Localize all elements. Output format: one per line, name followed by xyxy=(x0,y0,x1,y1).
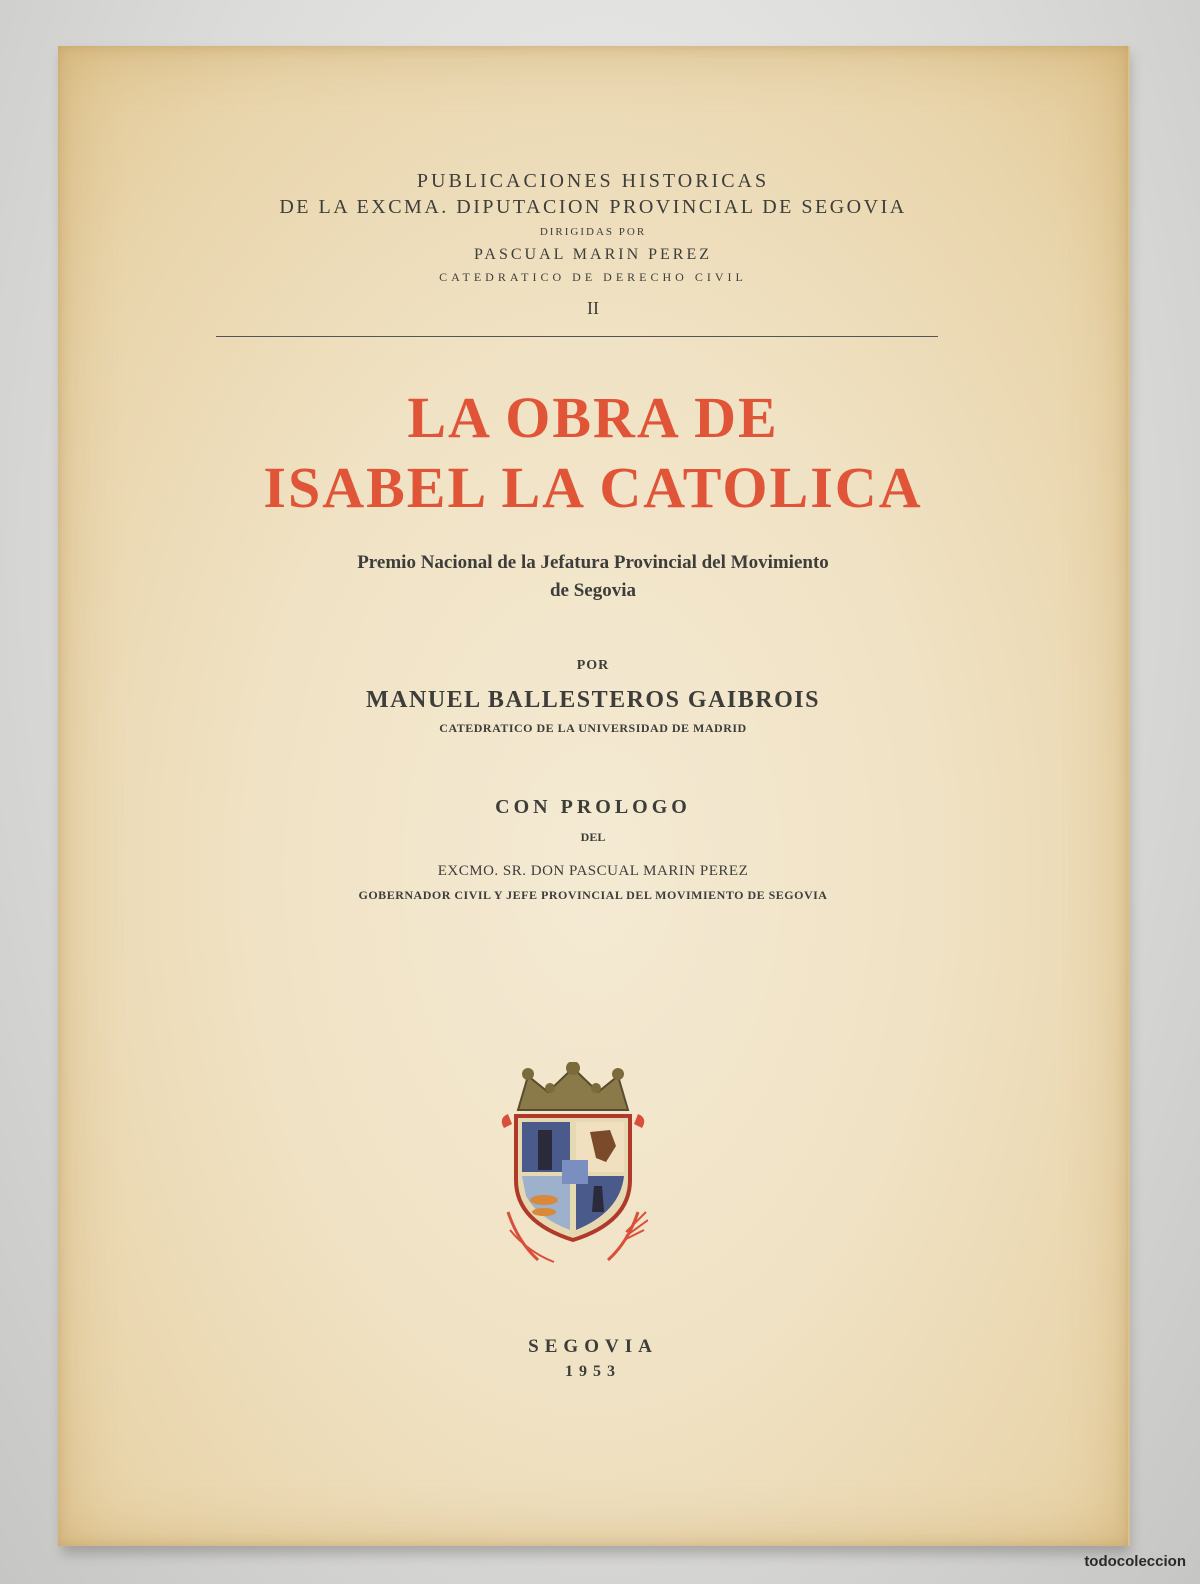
book-cover xyxy=(58,46,1130,1546)
series-title-line2: DE LA EXCMA. DIPUTACION PROVINCIAL DE SEGOVIA xyxy=(279,196,907,218)
directed-by-label: DIRIGIDAS POR xyxy=(539,226,647,238)
book-title-line1: LA OBRA DE xyxy=(407,385,779,450)
coat-of-arms-icon xyxy=(498,1062,648,1272)
author-title: CATEDRATICO DE LA UNIVERSIDAD DE MADRID xyxy=(439,721,747,735)
prologue-author: EXCMO. SR. DON PASCUAL MARIN PEREZ xyxy=(437,863,749,879)
author-name: MANUEL BALLESTEROS GAIBROIS xyxy=(366,687,820,713)
of-label: DEL xyxy=(580,830,606,844)
series-director-title: CATEDRATICO DE DERECHO CIVIL xyxy=(439,270,747,284)
site-watermark: todocoleccion xyxy=(1084,1553,1186,1570)
divider-rule xyxy=(216,336,938,337)
series-director: PASCUAL MARIN PEREZ xyxy=(473,246,713,263)
prologue-label: CON PROLOGO xyxy=(495,796,691,818)
prologue-author-title: GOBERNADOR CIVIL Y JEFE PROVINCIAL DEL MOVIMIENTO DE SEGOVIA xyxy=(358,888,828,902)
publication-year: 1953 xyxy=(565,1363,621,1380)
series-title-line1: PUBLICACIONES HISTORICAS xyxy=(416,170,770,192)
volume-number: II xyxy=(587,298,599,318)
award-line2: de Segovia xyxy=(549,580,637,601)
publication-city: SEGOVIA xyxy=(528,1336,658,1357)
book-title-line2: ISABEL LA CATOLICA xyxy=(263,455,923,520)
by-label: POR xyxy=(576,658,610,673)
award-line1: Premio Nacional de la Jefatura Provincial del Movimiento xyxy=(357,552,829,573)
